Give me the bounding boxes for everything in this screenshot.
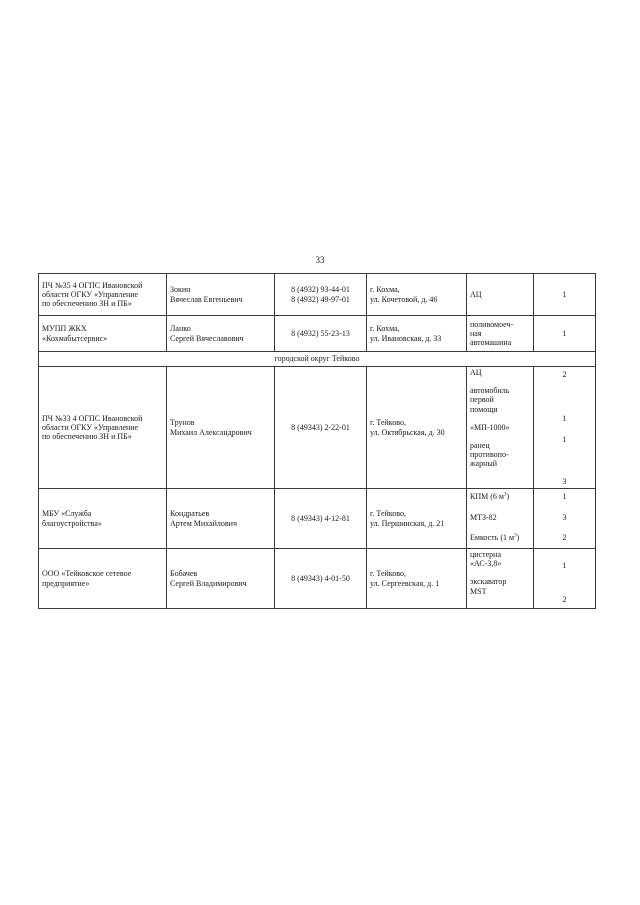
phone-cell: 8 (4932) 93-44-01 8 (4932) 49-97-01 — [275, 274, 367, 316]
table-row — [39, 367, 596, 489]
table-row — [39, 316, 596, 352]
phone-cell: 8 (49343) 2-22-01 — [275, 367, 367, 489]
person-cell: Ланко Сергей Вячеславович — [167, 316, 275, 352]
count-cell: 1 — [534, 274, 596, 316]
table-row — [39, 549, 596, 609]
address-cell: г. Тейково, ул. Сергеевская, д. 1 — [367, 549, 467, 609]
equipment-cell: АЦ — [467, 274, 534, 316]
person-cell: Кондратьев Артем Михайлович — [167, 489, 275, 549]
section-title: городской округ Тейково — [39, 352, 596, 367]
equipment-cell: АЦ автомобиль первой помощи «МП-1000» ранец противопо- жарный — [467, 367, 534, 489]
count-cell: 1 — [534, 316, 596, 352]
org-cell: МУПП ЖКХ «Кохмабытсервис» — [39, 316, 167, 352]
equipment-cell: цистерна «АС-3,8» экскаватор MST — [467, 549, 534, 609]
table-row — [39, 274, 596, 316]
org-cell: МБУ «Служба благоустройства» — [39, 489, 167, 549]
address-cell: г. Кохма, ул. Кочетовой, д. 46 — [367, 274, 467, 316]
table-row — [39, 489, 596, 549]
count-cell: 1 3 2 — [534, 489, 596, 549]
phone-cell: 8 (49343) 4-01-50 — [275, 549, 367, 609]
resources-table — [38, 273, 596, 609]
equipment-cell: поливомоеч- ная автомашина — [467, 316, 534, 352]
count-cell: 2 1 1 3 — [534, 367, 596, 489]
person-cell: Зокин Вячеслав Евгеньевич — [167, 274, 275, 316]
address-cell: г. Тейково, ул. Першинская, д. 21 — [367, 489, 467, 549]
page-number: 33 — [315, 255, 325, 265]
count-cell: 1 2 — [534, 549, 596, 609]
equipment-cell: КПМ (6 $м^3$) МТЗ-82 Емкость (1 $м^3$) — [467, 489, 534, 549]
phone-cell: 8 (4932) 55-23-13 — [275, 316, 367, 352]
person-cell: Трунов Михаил Александрович — [167, 367, 275, 489]
address-cell: г. Тейково, ул. Октябрьская, д. 30 — [367, 367, 467, 489]
org-cell: ООО «Тейковское сетевое предприятие» — [39, 549, 167, 609]
org-cell: ПЧ №35 4 ОГПС Ивановской области ОГКУ «Управление по обеспечению ЗН и ПБ» — [39, 274, 167, 316]
phone-cell: 8 (49343) 4-12-81 — [275, 489, 367, 549]
org-cell: ПЧ №33 4 ОГПС Ивановской области ОГКУ «Управление по обеспечению ЗН и ПБ» — [39, 367, 167, 489]
person-cell: Бобачев Сергей Владимирович — [167, 549, 275, 609]
address-cell: г. Кохма, ул. Ивановская, д. 33 — [367, 316, 467, 352]
section-header-row — [39, 352, 596, 367]
